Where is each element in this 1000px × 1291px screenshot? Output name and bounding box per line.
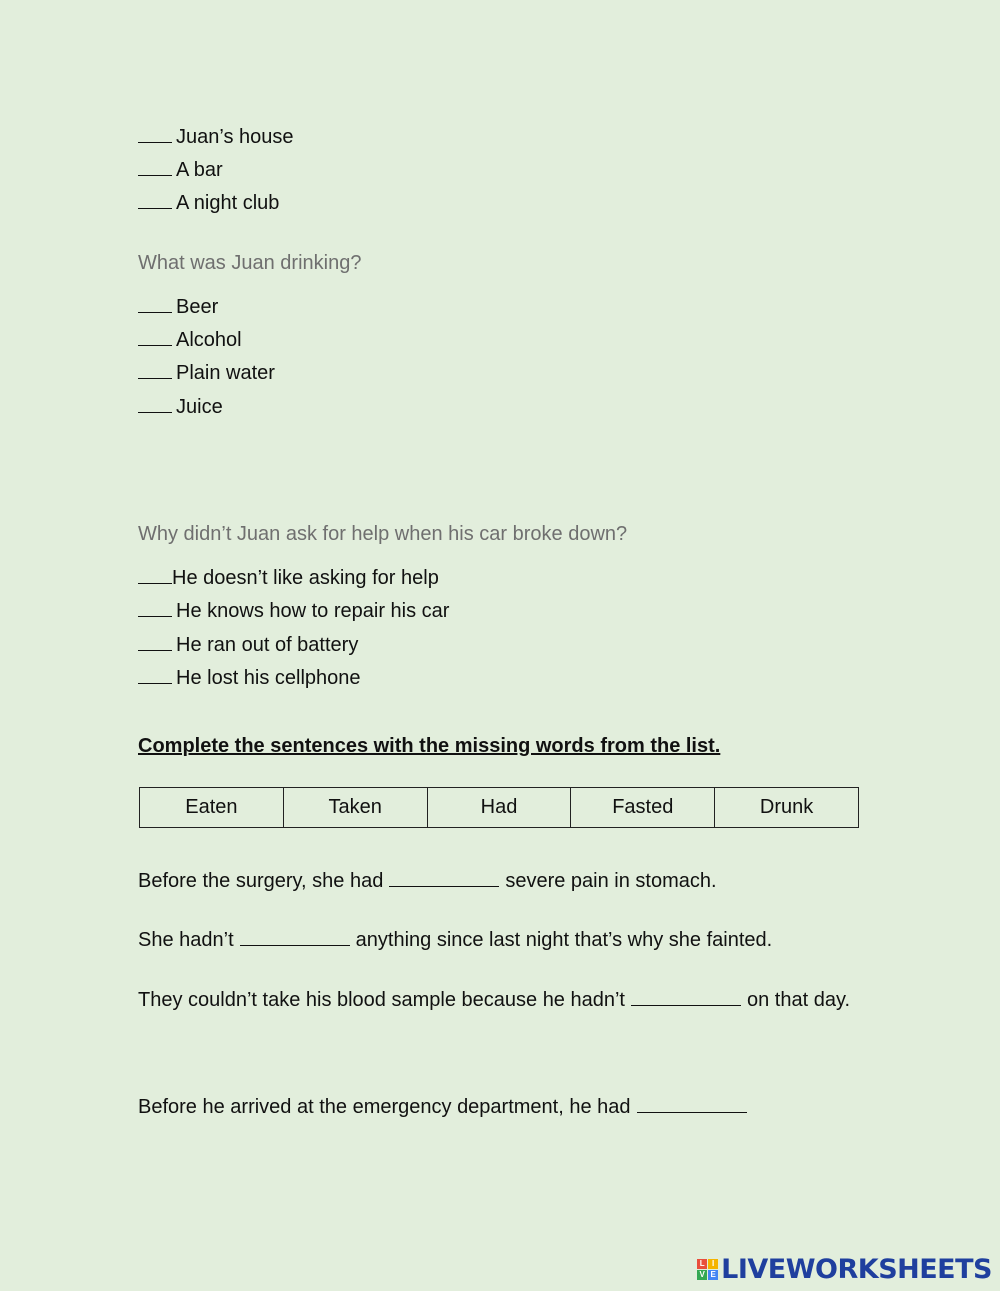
liveworksheets-logo — [697, 1254, 992, 1285]
answer-blank[interactable] — [138, 361, 172, 379]
q1-option-1: Juan’s house — [138, 125, 294, 149]
word-bank-item: Had — [427, 788, 571, 828]
question-3: Why didn’t Juan ask for help when his car broke down? — [138, 523, 628, 545]
word-bank-item: Fasted — [571, 788, 715, 828]
q1-option-2: A bar — [138, 158, 223, 182]
answer-blank[interactable] — [138, 125, 172, 143]
question-2: What was Juan drinking? — [138, 252, 362, 274]
sentence-1: Before the surgery, she had severe pain in stomach. — [138, 870, 717, 892]
sentence-2: She hadn’t anything since last night that’s why she fainted. — [138, 929, 773, 951]
sentence-blank[interactable] — [637, 1094, 747, 1113]
sentence-blank[interactable] — [631, 987, 741, 1006]
logo-text: LIVEWORKSHEETS — [721, 1254, 992, 1285]
word-bank-table — [139, 787, 859, 828]
sentence-3: They couldn’t take his blood sample because he hadn’t on that day. — [138, 989, 851, 1011]
instructions-heading: Complete the sentences with the missing words from the list. — [138, 735, 721, 757]
q3-option-1: He doesn’t like asking for help — [138, 566, 439, 590]
sentence-blank[interactable] — [389, 868, 499, 887]
liveworksheets-mark-icon: L I V E — [697, 1259, 718, 1280]
word-bank-item: Eaten — [140, 788, 284, 828]
word-bank-item: Drunk — [715, 788, 859, 828]
q3-option-2: He knows how to repair his car — [138, 599, 449, 623]
sentence-4: Before he arrived at the emergency department, he had — [138, 1084, 753, 1131]
answer-blank[interactable] — [138, 666, 172, 684]
q1-option-3: A night club — [138, 191, 279, 215]
q3-option-4: He lost his cellphone — [138, 666, 361, 690]
answer-blank[interactable] — [138, 599, 172, 617]
q2-option-1: Beer — [138, 295, 218, 319]
sentence-blank[interactable] — [240, 927, 350, 946]
word-bank-item: Taken — [283, 788, 427, 828]
q3-option-3: He ran out of battery — [138, 633, 358, 657]
answer-blank[interactable] — [138, 566, 172, 584]
answer-blank[interactable] — [138, 395, 172, 413]
answer-blank[interactable] — [138, 158, 172, 176]
answer-blank[interactable] — [138, 328, 172, 346]
answer-blank[interactable] — [138, 191, 172, 209]
answer-blank[interactable] — [138, 295, 172, 313]
answer-blank[interactable] — [138, 633, 172, 651]
q2-option-3: Plain water — [138, 361, 275, 385]
q2-option-2: Alcohol — [138, 328, 242, 352]
q2-option-4: Juice — [138, 395, 223, 419]
